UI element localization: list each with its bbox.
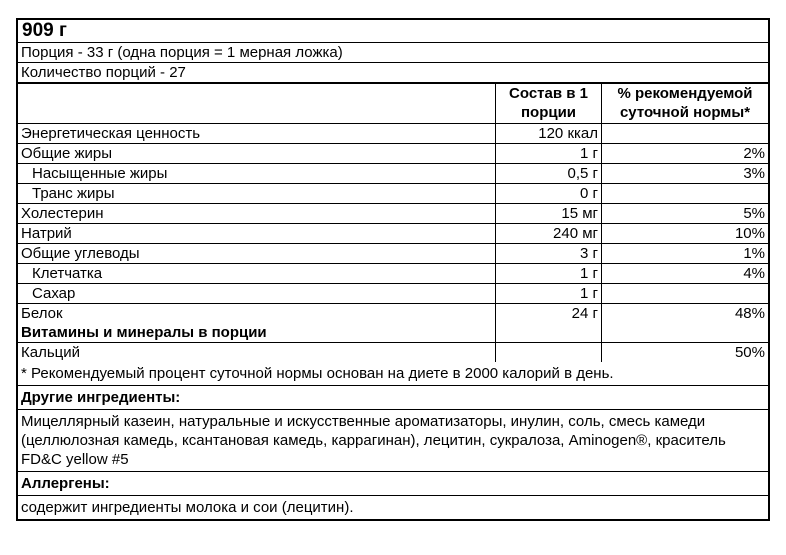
- allergens-label-row: [18, 472, 768, 496]
- vitamins-header-row: [18, 323, 768, 343]
- nutrient-daily-value: 1%: [743, 245, 765, 262]
- servings-count: Количество порций - 27: [21, 64, 186, 81]
- allergens: содержит ингредиенты молока и сои (лецитин).: [21, 499, 354, 516]
- nutrient-amount: 1 г: [496, 284, 602, 303]
- serving-row: [18, 43, 768, 63]
- table-row: [18, 224, 768, 244]
- nutrient-amount: 0,5 г: [496, 164, 602, 183]
- nutrition-label: [16, 18, 770, 521]
- nutrient-name: Общие жиры: [18, 144, 496, 163]
- nutrient-daily-value: 50%: [734, 344, 765, 361]
- servings-count-row: [18, 63, 768, 84]
- nutrient-daily-value: 4%: [743, 265, 765, 282]
- table-row: [18, 264, 768, 284]
- other-ingredients-label: Другие ингредиенты:: [21, 389, 181, 406]
- other-ingredients-row: [18, 410, 768, 472]
- nutrient-daily-value: [602, 184, 768, 203]
- nutrient-name: Общие углеводы: [18, 244, 496, 263]
- table-header: [18, 84, 768, 124]
- nutrient-name: Холестерин: [18, 204, 496, 223]
- nutrient-name: Транс жиры: [18, 184, 496, 203]
- nutrient-amount: 240 мг: [496, 224, 602, 243]
- nutrient-amount: 3 г: [496, 244, 602, 263]
- footnote: * Рекомендуемый процент суточной нормы основан на диете в 2000 калорий в день.: [21, 365, 614, 382]
- other-ingredients-label-row: [18, 386, 768, 410]
- nutrient-name: Клетчатка: [18, 264, 496, 283]
- nutrient-daily-value: [602, 124, 768, 143]
- table-row: [18, 343, 768, 362]
- vitamin-rows: [18, 343, 768, 362]
- nutrient-name: Кальций: [18, 343, 496, 362]
- header-name-col: [18, 84, 496, 123]
- header-amount: Состав в 1 порции: [496, 84, 602, 123]
- nutrient-amount: 1 г: [496, 264, 602, 283]
- nutrient-daily-value: 3%: [743, 165, 765, 182]
- table-row: [18, 164, 768, 184]
- nutrient-amount: 120 ккал: [496, 124, 602, 143]
- serving-size: Порция - 33 г (одна порция = 1 мерная ложка): [21, 44, 343, 61]
- table-row: [18, 144, 768, 164]
- nutrient-daily-value: 2%: [743, 145, 765, 162]
- table-row: [18, 304, 768, 323]
- other-ingredients: Мицеллярный казеин, натуральные и искусственные ароматизаторы, инулин, соль, смесь камеди (целлюлозная камедь, ксантановая камедь, каррагинан), лецитин, сукралоза, Aminogen®, краситель FD&C yellow #5: [21, 413, 726, 468]
- title-row: [18, 20, 768, 43]
- nutrient-rows: [18, 124, 768, 323]
- table-row: [18, 244, 768, 264]
- allergens-label: Аллергены:: [21, 475, 110, 492]
- nutrient-amount: 15 мг: [496, 204, 602, 223]
- package-weight: 909 г: [22, 20, 67, 41]
- nutrient-name: Насыщенные жиры: [18, 164, 496, 183]
- nutrient-daily-value: 5%: [743, 205, 765, 222]
- nutrient-amount: 24 г: [496, 304, 602, 323]
- nutrient-daily-value: 48%: [734, 305, 765, 322]
- nutrient-name: Белок: [18, 304, 496, 323]
- nutrient-name: Энергетическая ценность: [18, 124, 496, 143]
- table-row: [18, 204, 768, 224]
- nutrient-amount: [496, 343, 602, 362]
- nutrient-amount: 0 г: [496, 184, 602, 203]
- table-row: [18, 184, 768, 204]
- nutrient-amount: 1 г: [496, 144, 602, 163]
- allergens-row: [18, 496, 768, 519]
- nutrient-daily-value: 10%: [734, 225, 765, 242]
- table-row: [18, 284, 768, 304]
- table-row: [18, 124, 768, 144]
- header-daily-value: % рекомендуемой суточной нормы*: [617, 85, 753, 121]
- vitamins-header: Витамины и минералы в порции: [18, 323, 496, 342]
- nutrient-name: Сахар: [18, 284, 496, 303]
- nutrient-daily-value: [602, 284, 768, 303]
- footnote-row: [18, 362, 768, 386]
- nutrient-name: Натрий: [18, 224, 496, 243]
